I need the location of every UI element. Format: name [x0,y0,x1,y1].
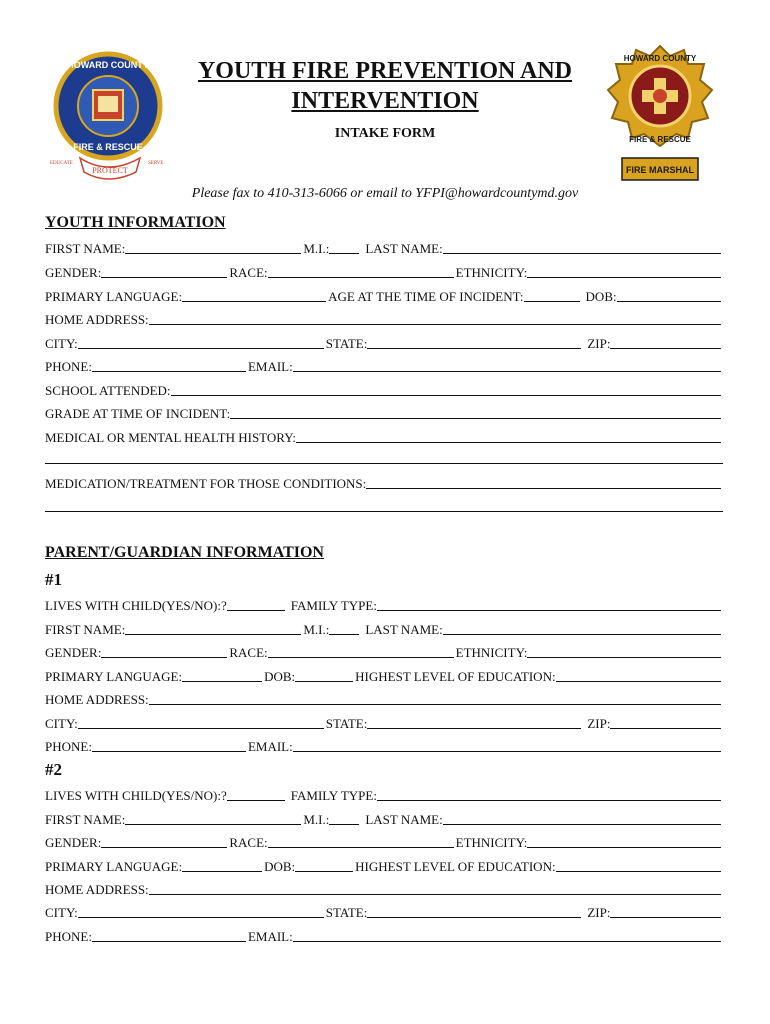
g1-contact-row [45,736,723,754]
gender-label: GENDER: [45,265,102,280]
badge-middle-text: FIRE & RESCUE [629,135,691,144]
g2-ethnicity-label: ETHNICITY: [455,835,528,850]
g2-dob-field[interactable] [295,870,353,872]
g2-family-type-label: FAMILY TYPE: [290,788,377,803]
phone-label: PHONE: [45,359,92,374]
gender-field[interactable] [101,276,227,278]
g1-last-name-field[interactable] [443,633,721,635]
youth-grade-row [45,403,723,421]
youth-demographics-row [45,262,723,280]
g1-ethnicity-label: ETHNICITY: [455,645,528,660]
g1-mi-label: M.I.: [303,622,330,637]
g1-education-field[interactable] [556,680,721,682]
g2-dob-label: DOB: [264,859,296,874]
contact-instructions: Please fax to 410-313-6066 or email to YFPI@howardcountymd.gov [191,186,579,201]
g1-lives-with-field[interactable] [227,609,285,611]
zip-field[interactable] [610,347,721,349]
g2-gender-field[interactable] [101,846,227,848]
city-field[interactable] [78,347,324,349]
fire-marshal-badge-logo [604,42,716,187]
medical-history-label: MEDICAL OR MENTAL HEALTH HISTORY: [45,430,297,445]
first-name-field[interactable] [125,252,301,254]
g1-phone-label: PHONE: [45,739,92,754]
g1-city-field[interactable] [78,727,324,729]
g2-name-row [45,809,723,827]
g1-lives-with-label: LIVES WITH CHILD(YES/NO):? [45,598,227,613]
g2-first-name-label: FIRST NAME: [45,812,126,827]
zip-label: ZIP: [587,336,611,351]
g2-lives-with-field[interactable] [227,799,285,801]
state-field[interactable] [367,347,581,349]
g1-city-label: CITY: [45,716,78,731]
g1-first-name-label: FIRST NAME: [45,622,126,637]
grade-field[interactable] [230,417,721,419]
g2-education-field[interactable] [556,870,721,872]
g1-email-field[interactable] [293,750,721,752]
school-attended-field[interactable] [171,394,721,396]
g1-dob-label: DOB: [264,669,296,684]
guardian-1-heading: #1 [45,570,62,589]
g2-first-name-field[interactable] [125,823,301,825]
ethnicity-label: ETHNICITY: [455,265,528,280]
dob-label: DOB: [585,289,617,304]
g1-mi-field[interactable] [329,633,359,635]
g1-primary-language-field[interactable] [182,680,262,682]
email-field[interactable] [293,370,721,372]
form-title-line2: INTERVENTION [291,88,479,114]
age-at-incident-field[interactable] [524,300,580,302]
mi-field[interactable] [329,252,359,254]
phone-field[interactable] [92,370,246,372]
g2-lives-row [45,785,723,803]
g1-dob-field[interactable] [295,680,353,682]
g2-education-label: HIGHEST LEVEL OF EDUCATION: [355,859,556,874]
home-address-field[interactable] [149,323,721,325]
g1-family-type-label: FAMILY TYPE: [290,598,377,613]
g2-home-address-label: HOME ADDRESS: [45,882,149,897]
g1-phone-field[interactable] [92,750,246,752]
last-name-label: LAST NAME: [365,241,443,256]
g2-last-name-label: LAST NAME: [365,812,443,827]
g2-ethnicity-field[interactable] [527,846,721,848]
dob-field[interactable] [617,300,721,302]
state-label: STATE: [325,336,368,351]
badge-top-text: HOWARD COUNTY [623,54,697,63]
race-field[interactable] [268,276,454,278]
g1-gender-label: GENDER: [45,645,102,660]
g2-demographics-row [45,832,723,850]
youth-information-heading: YOUTH INFORMATION [45,214,226,231]
email-label: EMAIL: [247,359,293,374]
g2-mi-label: M.I.: [303,812,330,827]
medication-field[interactable] [366,487,721,489]
g1-race-label: RACE: [229,645,268,660]
g1-demographics-row [45,642,723,660]
g2-language-row [45,856,723,874]
g1-home-address-label: HOME ADDRESS: [45,692,149,707]
city-label: CITY: [45,336,78,351]
g1-gender-field[interactable] [101,656,227,658]
youth-medication-row [45,473,723,491]
g2-email-field[interactable] [293,940,721,942]
g2-email-label: EMAIL: [247,929,293,944]
primary-language-field[interactable] [182,300,326,302]
mi-label: M.I.: [303,241,330,256]
youth-school-row [45,380,723,398]
race-label: RACE: [229,265,268,280]
logo-ribbon-right-text: SERVE [148,161,164,166]
youth-address-row [45,309,723,327]
g2-contact-row [45,926,723,944]
g2-city-field[interactable] [78,916,324,918]
g2-zip-field[interactable] [610,916,721,918]
youth-name-row [45,238,723,256]
g1-ethnicity-field[interactable] [527,656,721,658]
g1-race-field[interactable] [268,656,454,658]
school-attended-label: SCHOOL ATTENDED: [45,383,171,398]
g1-language-row [45,666,723,684]
g1-education-label: HIGHEST LEVEL OF EDUCATION: [355,669,556,684]
g1-primary-language-label: PRIMARY LANGUAGE: [45,669,183,684]
youth-language-row [45,286,723,304]
g1-family-type-field[interactable] [377,609,721,611]
logo-ribbon-left-text: EDUCATE [50,161,73,166]
g1-zip-label: ZIP: [587,716,611,731]
g2-race-field[interactable] [268,846,454,848]
grade-label: GRADE AT TIME OF INCIDENT: [45,406,231,421]
g2-gender-label: GENDER: [45,835,102,850]
parent-guardian-heading: PARENT/GUARDIAN INFORMATION [45,544,324,561]
medical-history-continuation-line[interactable] [45,462,723,464]
g1-city-row [45,713,723,731]
medication-continuation-line[interactable] [45,510,723,512]
age-at-incident-label: AGE AT THE TIME OF INCIDENT: [328,289,524,304]
logo-ribbon-text: PROTECT [92,166,128,175]
g2-lives-with-label: LIVES WITH CHILD(YES/NO):? [45,788,227,803]
g2-phone-label: PHONE: [45,929,92,944]
g2-city-label: CITY: [45,905,78,920]
g1-address-row [45,689,723,707]
last-name-field[interactable] [443,252,721,254]
form-subtitle: INTAKE FORM [334,126,436,141]
g2-family-type-field[interactable] [377,799,721,801]
howard-county-fire-rescue-logo [40,48,180,188]
g2-address-row [45,879,723,897]
form-title [160,56,610,116]
g2-last-name-field[interactable] [443,823,721,825]
g1-state-label: STATE: [325,716,368,731]
g1-zip-field[interactable] [610,727,721,729]
g2-race-label: RACE: [229,835,268,850]
guardian-2-heading: #2 [45,760,62,779]
logo-ring-bottom-text: FIRE & RESCUE [73,142,143,152]
g2-zip-label: ZIP: [587,905,611,920]
g1-state-field[interactable] [367,727,581,729]
youth-medical-row [45,427,723,445]
g1-last-name-label: LAST NAME: [365,622,443,637]
g1-home-address-field[interactable] [149,703,721,705]
g1-first-name-field[interactable] [125,633,301,635]
primary-language-label: PRIMARY LANGUAGE: [45,289,183,304]
logo-ring-top-text: HOWARD COUNTY [67,60,149,70]
g1-email-label: EMAIL: [247,739,293,754]
g2-city-row [45,902,723,920]
g2-primary-language-label: PRIMARY LANGUAGE: [45,859,183,874]
first-name-label: FIRST NAME: [45,241,126,256]
badge-bottom-text: FIRE MARSHAL [626,165,694,175]
g1-lives-row [45,595,723,613]
g2-mi-field[interactable] [329,823,359,825]
home-address-label: HOME ADDRESS: [45,312,149,327]
form-title-line1: YOUTH FIRE PREVENTION AND [197,58,573,84]
g2-primary-language-field[interactable] [182,870,262,872]
youth-city-row [45,333,723,351]
g2-state-label: STATE: [325,905,368,920]
youth-contact-row [45,356,723,374]
ethnicity-field[interactable] [527,276,721,278]
g2-home-address-field[interactable] [149,893,721,895]
medical-history-field[interactable] [296,441,721,443]
medication-label: MEDICATION/TREATMENT FOR THOSE CONDITIONS: [45,476,367,491]
g1-name-row [45,619,723,637]
g2-phone-field[interactable] [92,940,246,942]
g2-state-field[interactable] [367,916,581,918]
